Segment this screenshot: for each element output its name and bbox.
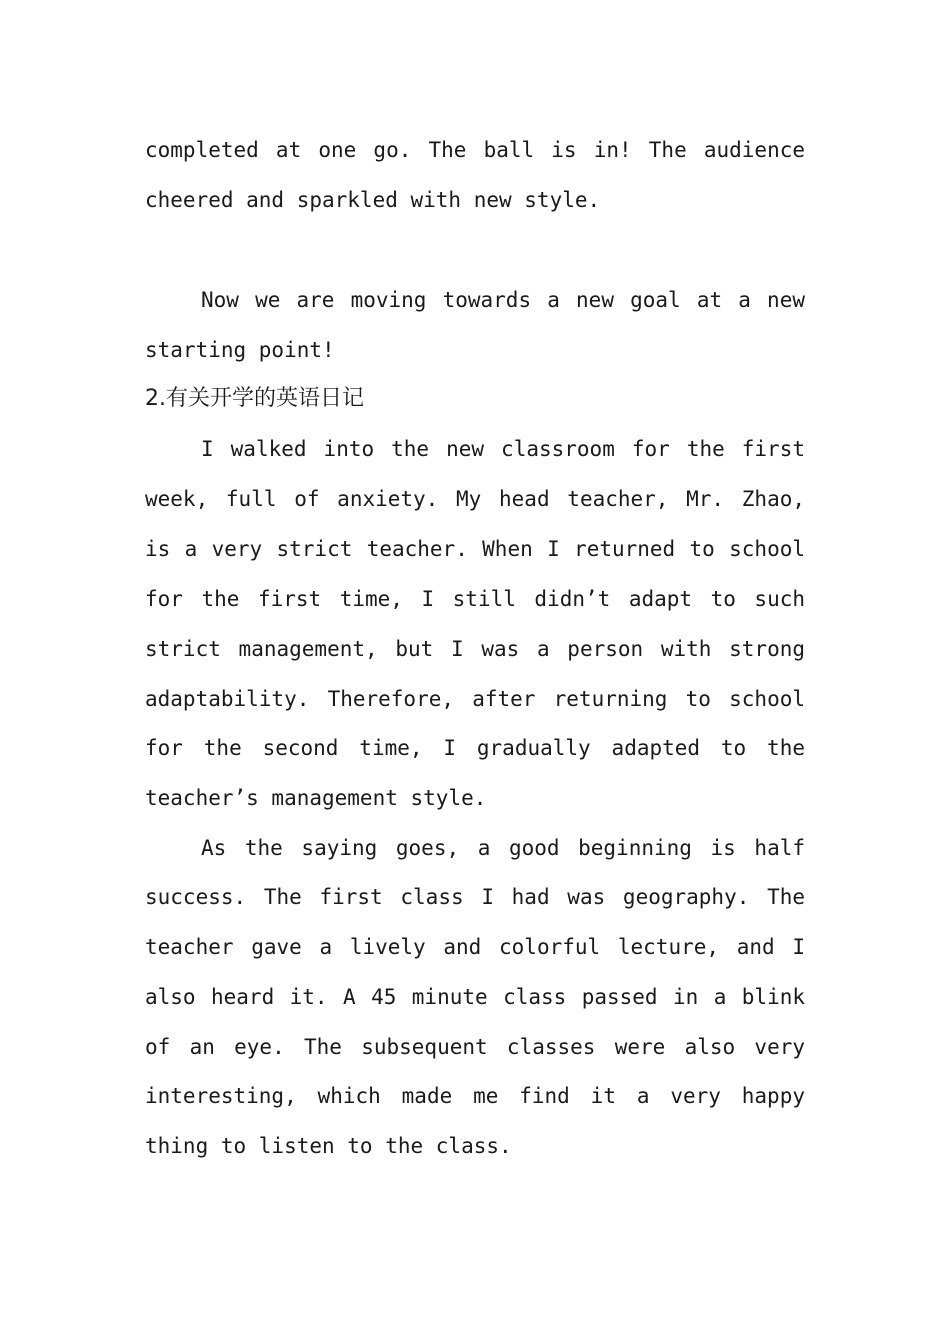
- paragraph-line: interesting, which made me find it a very happy: [145, 1084, 805, 1108]
- paragraph-line: of an eye. The subsequent classes were also very: [145, 1035, 805, 1059]
- paragraph-line: starting point!: [145, 338, 335, 362]
- paragraph-line: As the saying goes, a good beginning is half: [201, 836, 805, 860]
- paragraph-line: teacher’s management style.: [145, 786, 487, 810]
- paragraph-line: I walked into the new classroom for the first: [201, 437, 805, 461]
- paragraph-line: adaptability. Therefore, after returning to school: [145, 687, 805, 711]
- paragraph-line: for the second time, I gradually adapted to the: [145, 736, 805, 760]
- paragraph-line: week, full of anxiety. My head teacher, Mr. Zhao,: [145, 487, 805, 511]
- section-heading: 2.有关开学的英语日记: [145, 386, 364, 411]
- paragraph-line: thing to listen to the class.: [145, 1134, 512, 1158]
- paragraph-line: cheered and sparkled with new style.: [145, 188, 601, 212]
- paragraph-line: is a very strict teacher. When I returned to school: [145, 537, 805, 561]
- paragraph-line: also heard it. A 45 minute class passed in a blink: [145, 985, 805, 1009]
- paragraph-line: for the first time, I still didn’t adapt to such: [145, 587, 805, 611]
- paragraph-line: teacher gave a lively and colorful lecture, and I: [145, 935, 805, 959]
- paragraph-line: strict management, but I was a person with strong: [145, 637, 805, 661]
- paragraph-line: Now we are moving towards a new goal at a new: [201, 288, 805, 312]
- paragraph-line: completed at one go. The ball is in! The audience: [145, 138, 805, 162]
- paragraph-line: success. The first class I had was geography. The: [145, 885, 805, 909]
